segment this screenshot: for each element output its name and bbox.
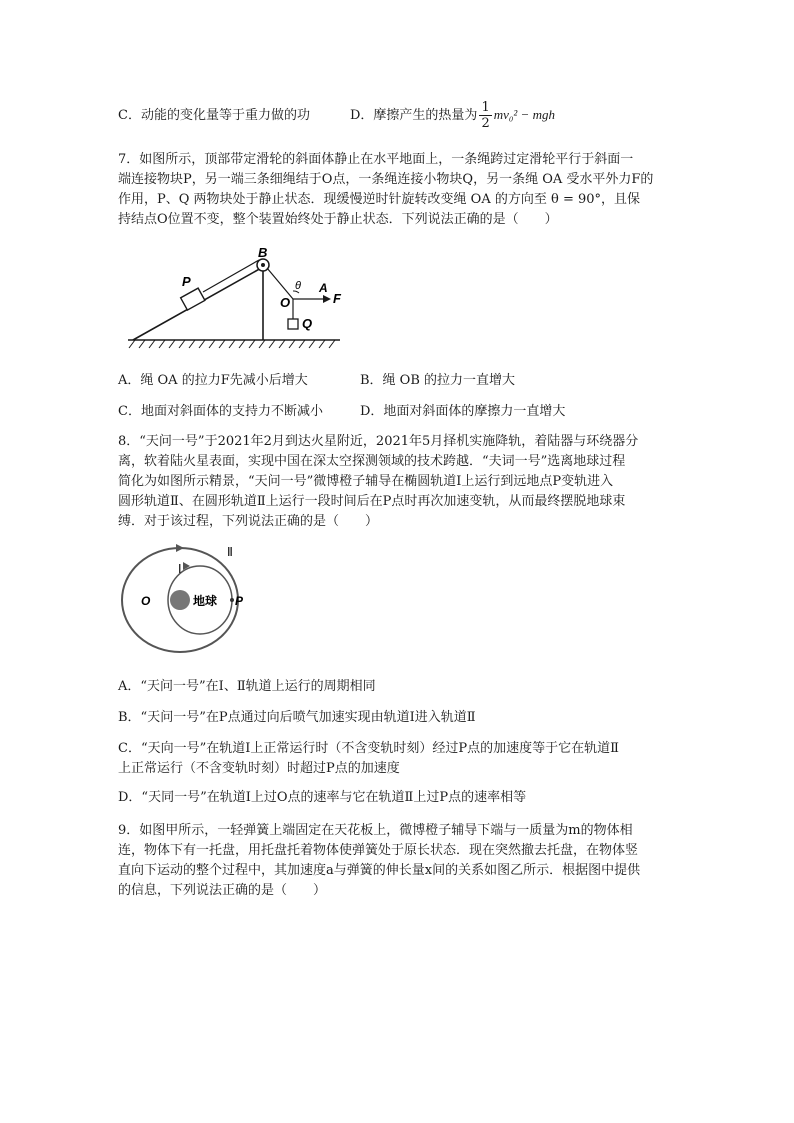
label-O: O: [280, 295, 291, 310]
label-P: P: [182, 274, 191, 289]
label-P-point: P: [235, 594, 244, 608]
label-O-point: O: [141, 594, 151, 608]
q7-line-2: 端连接物块P，另一端三条细绳结于O点，一条绳连接小物块Q，另一条绳 OA 受水平外力F的: [118, 172, 654, 187]
label-orbit-2: Ⅱ: [227, 545, 233, 559]
q9-line-4: 的信息，下列说法正确的是（ ）: [118, 883, 327, 898]
label-A: A: [319, 281, 328, 295]
q8-line-2: 离，软着陆火星表面，实现中国在深太空探测领域的技术跨越．“夫词一号”选离地球过程: [118, 454, 626, 469]
q7-line-1: 7．如图所示，顶部带定滑轮的斜面体静止在水平地面上，一条绳跨过定滑轮平行于斜面一: [118, 152, 634, 167]
q8-option-c-line-2: 上正常运行（不含变轨时刻）时超过P点的加速度: [118, 761, 400, 776]
q7-option-c: C．地面对斜面体的支持力不断减小: [118, 404, 323, 419]
q7-line-4: 持结点O位置不变，整个装置始终处于静止状态．下列说法正确的是（ ）: [118, 212, 558, 227]
label-theta: θ: [295, 280, 301, 292]
q8-option-b: B．“天问一号”在P点通过向后喷气加速实现由轨道Ⅰ进入轨道Ⅱ: [118, 710, 476, 725]
q8-option-d: D．“天同一号”在轨道Ⅰ上过O点的速率与它在轨道Ⅱ上过P点的速率相等: [118, 790, 527, 805]
label-earth: 地球: [193, 594, 218, 608]
q8-line-3: 简化为如图所示精景，“天问一号”微博橙子辅导在椭圆轨道Ⅰ上运行到远地点P变轨进入: [118, 474, 614, 489]
q7-option-d: D．地面对斜面体的摩擦力一直增大: [360, 404, 566, 419]
q6-fraction: $\frac{1}{2}$: [481, 100, 490, 131]
label-B: B: [258, 245, 268, 260]
q9-line-1: 9．如图甲所示，一轻弹簧上端固定在天花板上，微博橙子辅导下端与一质量为m的物体相: [118, 823, 633, 838]
q8-line-4: 圆形轨道Ⅱ、在圆形轨道Ⅱ上运行一段时间后在P点时再次加速变轨，从而最终摆脱地球束: [118, 494, 626, 509]
q7-incline-figure: [125, 245, 355, 360]
q6-option-d: [350, 96, 555, 135]
q6-option-d-prefix: D．摩擦产生的热量为: [350, 108, 478, 123]
q8-line-1: 8．“天问一号”于2021年2月到达火星附近，2021年5月择机实施降轨，着陆器与环绕器分: [118, 434, 639, 449]
q7-option-a: A．绳 OA 的拉力F先减小后增大: [118, 373, 308, 388]
q8-option-c-line-1: C．“天向一号”在轨道Ⅰ上正常运行时（不含变轨时刻）经过P点的加速度等于它在轨道Ⅱ: [118, 741, 619, 756]
q6-option-c: C．动能的变化量等于重力做的功: [118, 108, 310, 123]
q8-option-a: A．“天问一号”在Ⅰ、Ⅱ轨道上运行的周期相同: [118, 679, 376, 694]
q9-line-3: 直向下运动的整个过程中，其加速度a与弹簧的伸长量x间的关系如图乙所示．根据图中提供: [118, 863, 641, 878]
q7-option-b: B．绳 OB 的拉力一直增大: [360, 373, 516, 388]
q8-orbit-figure: [118, 540, 268, 658]
q6-option-d-formula: mv₀² − mgh: [493, 107, 555, 122]
q8-line-5: 缚．对于该过程，下列说法正确的是（ ）: [118, 514, 379, 529]
q7-line-3: 作用，P、Q 两物块处于静止状态．现缓慢逆时针旋转改变绳 OA 的方向至 θ = 90°，且保: [118, 192, 641, 207]
label-Q: Q: [302, 316, 313, 331]
label-F: F: [333, 291, 341, 306]
q9-line-2: 连，物体下有一托盘，用托盘托着物体使弹簧处于原长状态．现在突然撤去托盘，在物体竖: [118, 843, 639, 858]
label-orbit-1: Ⅰ: [178, 562, 182, 576]
